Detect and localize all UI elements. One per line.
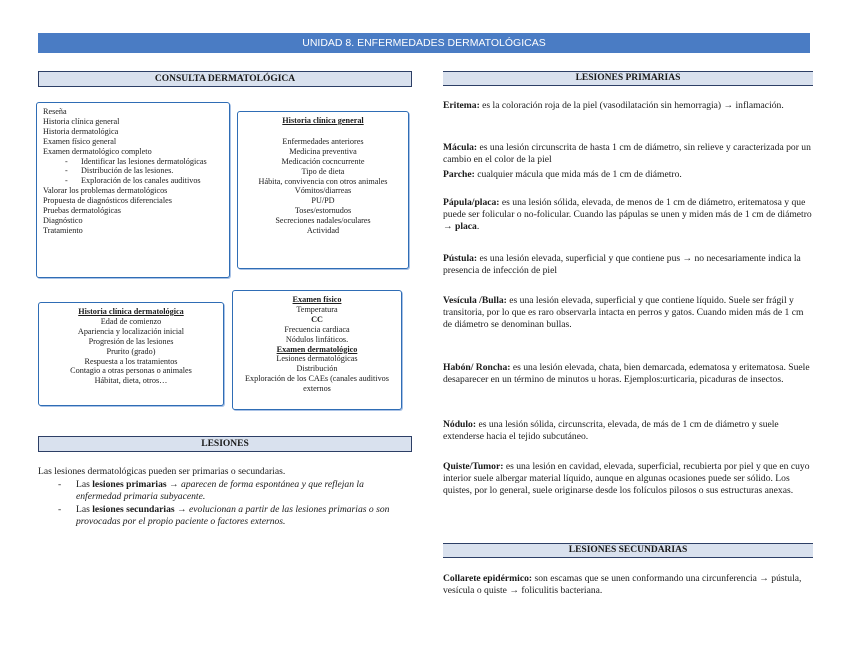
def-parche: Parche: cualquier mácula que mida más de 1 cm de diámetro. xyxy=(443,169,682,180)
cc-label: CC xyxy=(311,314,323,324)
historia-general-item: Medicina preventiva xyxy=(289,146,357,156)
examen-dermatologico-item: Distribución xyxy=(296,364,338,374)
historia-general-item: Toses/estornudos xyxy=(294,206,352,216)
historia-dermatologica-item: Contagio a otras personas o animales xyxy=(70,366,192,376)
historia-general-item: Vómitos/diarreas xyxy=(294,186,352,196)
examen-dermatologico-title: Examen dermatológico xyxy=(276,344,358,354)
lesiones-section xyxy=(38,466,410,529)
examen-dermatologico-item: Lesiones dermatológicas xyxy=(276,354,358,364)
examen-fisico-item: Frecuencia cardiaca xyxy=(284,324,350,334)
historia-dermatologica-item: Edad de comienzo xyxy=(100,316,162,326)
historia-dermatologica-item: Respuesta a los tratamientos xyxy=(84,356,178,366)
historia-general-title: Historia clínica general xyxy=(282,116,364,125)
consulta-substep: - Distribución de las lesiones. xyxy=(65,166,174,176)
consulta-step: Examen dermatológico completo xyxy=(43,146,152,156)
historia-dermatologica-title: Historia clínica dermatológica xyxy=(78,307,184,316)
historia-general-item: Tipo de dieta xyxy=(301,166,345,176)
bullet-primarias: - Las lesiones primarias → aparecen de forma espontánea y que reflejan la enfermedad primaria subyacente. xyxy=(58,478,364,502)
lesiones-heading: LESIONES xyxy=(38,436,412,452)
consulta-step: Historia dermatológica xyxy=(43,126,119,136)
examen-dermatologico-item: Exploración de los CAEs (canales auditivos externos xyxy=(245,374,389,394)
historia-general-item: Hábita, convivencia con otros animales xyxy=(258,176,388,186)
historia-general-item: Medicación cocncurrente xyxy=(281,156,365,166)
consulta-heading: CONSULTA DERMATOLÓGICA xyxy=(38,71,412,87)
def-macula: Mácula: es una lesión circunscrita de hasta 1 cm de diámetro, sin relieve y caracterizada por un cambio en el color de la piel xyxy=(443,142,811,165)
def-vesicula: Vesícula /Bulla: es una lesión elevada, superficial y que contiene líquido. Suele ser frágil y transitoria, por lo que es raro observarla intacta en perros y gatos. Cuando miden más de 1 cm de diámetro se denominan bullas. xyxy=(443,295,804,330)
historia-dermatologica-item: Hábitat, dieta, otros… xyxy=(94,376,168,386)
historia-general-item: Enfermedades anteriores xyxy=(282,136,364,146)
consulta-step: Pruebas dermatológicas xyxy=(43,206,121,216)
examen-fisico-item: Nódulos linfáticos. xyxy=(285,334,349,344)
secundarias-heading: LESIONES SECUNDARIAS xyxy=(443,543,813,558)
def-pustula: Pústula: es una lesión elevada, superficial y que contiene pus → no necesariamente indica la presencia de infección de piel xyxy=(443,253,801,276)
historia-general-item: PU/PD xyxy=(311,196,335,206)
def-papula: Pápula/placa: es una lesión sólida, elevada, de menos de 1 cm de diámetro, eritematosa y que puede ser folicular o no-folicular. Cuando las pápulas se unen y miden más de 1 cm de diámetro → placa. xyxy=(443,197,812,232)
def-collarete: Collarete epidérmico: son escamas que se unen conformando una circunferencia → pústula, vesícula o quiste → foliculitis bacteriana. xyxy=(443,573,802,596)
consulta-substep: - Identificar las lesiones dermatológicas xyxy=(65,156,207,166)
unit-title-banner: UNIDAD 8. ENFERMEDADES DERMATOLÓGICAS xyxy=(38,33,810,53)
consulta-step: Tratamiento xyxy=(43,225,83,235)
def-nodulo: Nódulo: es una lesión sólida, circunscrita, elevada, de más de 1 cm de diámetro y suele extenderse hacia el tejido subcutáneo. xyxy=(443,419,779,442)
consulta-step: Historia clínica general xyxy=(43,116,120,126)
def-habon: Habón/ Roncha: es una lesión elevada, chata, bien demarcada, edematosa y eritematosa. Suele desaparecer en un término de minutos u horas. Ejemplos:urticaria, picaduras de insectos. xyxy=(443,362,810,385)
bullet-secundarias: - Las lesiones secundarias → evolucionan a partir de las lesiones primarias o son provocadas por el propio paciente o factores externos. xyxy=(58,503,390,527)
consulta-step: Valorar los problemas dermatológicos xyxy=(43,186,168,196)
historia-dermatologica-box xyxy=(38,302,224,406)
consulta-step: Propuesta de diagnósticos diferenciales xyxy=(43,196,172,206)
historia-general-item: Secreciones nadales/oculares xyxy=(275,216,371,226)
consulta-substep: - Exploración de los canales auditivos xyxy=(65,176,201,186)
consulta-step: Reseña xyxy=(43,107,67,116)
def-quiste: Quiste/Tumor: es una lesión en cavidad, elevada, superficial, recubierta por piel y que en cuyo interior suele albergar material líquido, aunque en algunas ocasiones puede ser sólido. Los quistes, por lo general, suele originarse desde los folículos pilosos o sus estructuras anexas. xyxy=(443,461,810,496)
examen-box xyxy=(232,290,402,410)
consulta-step: Examen físico general xyxy=(43,136,117,146)
def-eritema: Eritema: es la coloración roja de la piel (vasodilatación sin hemorragia) → inflamación. xyxy=(443,100,784,111)
consulta-steps-box xyxy=(36,102,230,278)
historia-dermatologica-item: Progresión de las lesiones xyxy=(88,336,174,346)
primarias-heading: LESIONES PRIMARIAS xyxy=(443,71,813,86)
consulta-step: Diagnóstico xyxy=(43,215,83,225)
examen-fisico-title: Examen físico xyxy=(292,295,342,304)
historia-dermatologica-item: Prurito (grado) xyxy=(106,346,156,356)
lesiones-intro: Las lesiones dermatológicas pueden ser primarias o secundarias. xyxy=(38,466,286,477)
historia-general-item: Actividad xyxy=(306,226,340,236)
historia-general-box xyxy=(237,111,409,269)
examen-fisico-item: Temperatura xyxy=(296,304,338,314)
historia-dermatologica-item: Apariencia y localización inicial xyxy=(77,326,185,336)
